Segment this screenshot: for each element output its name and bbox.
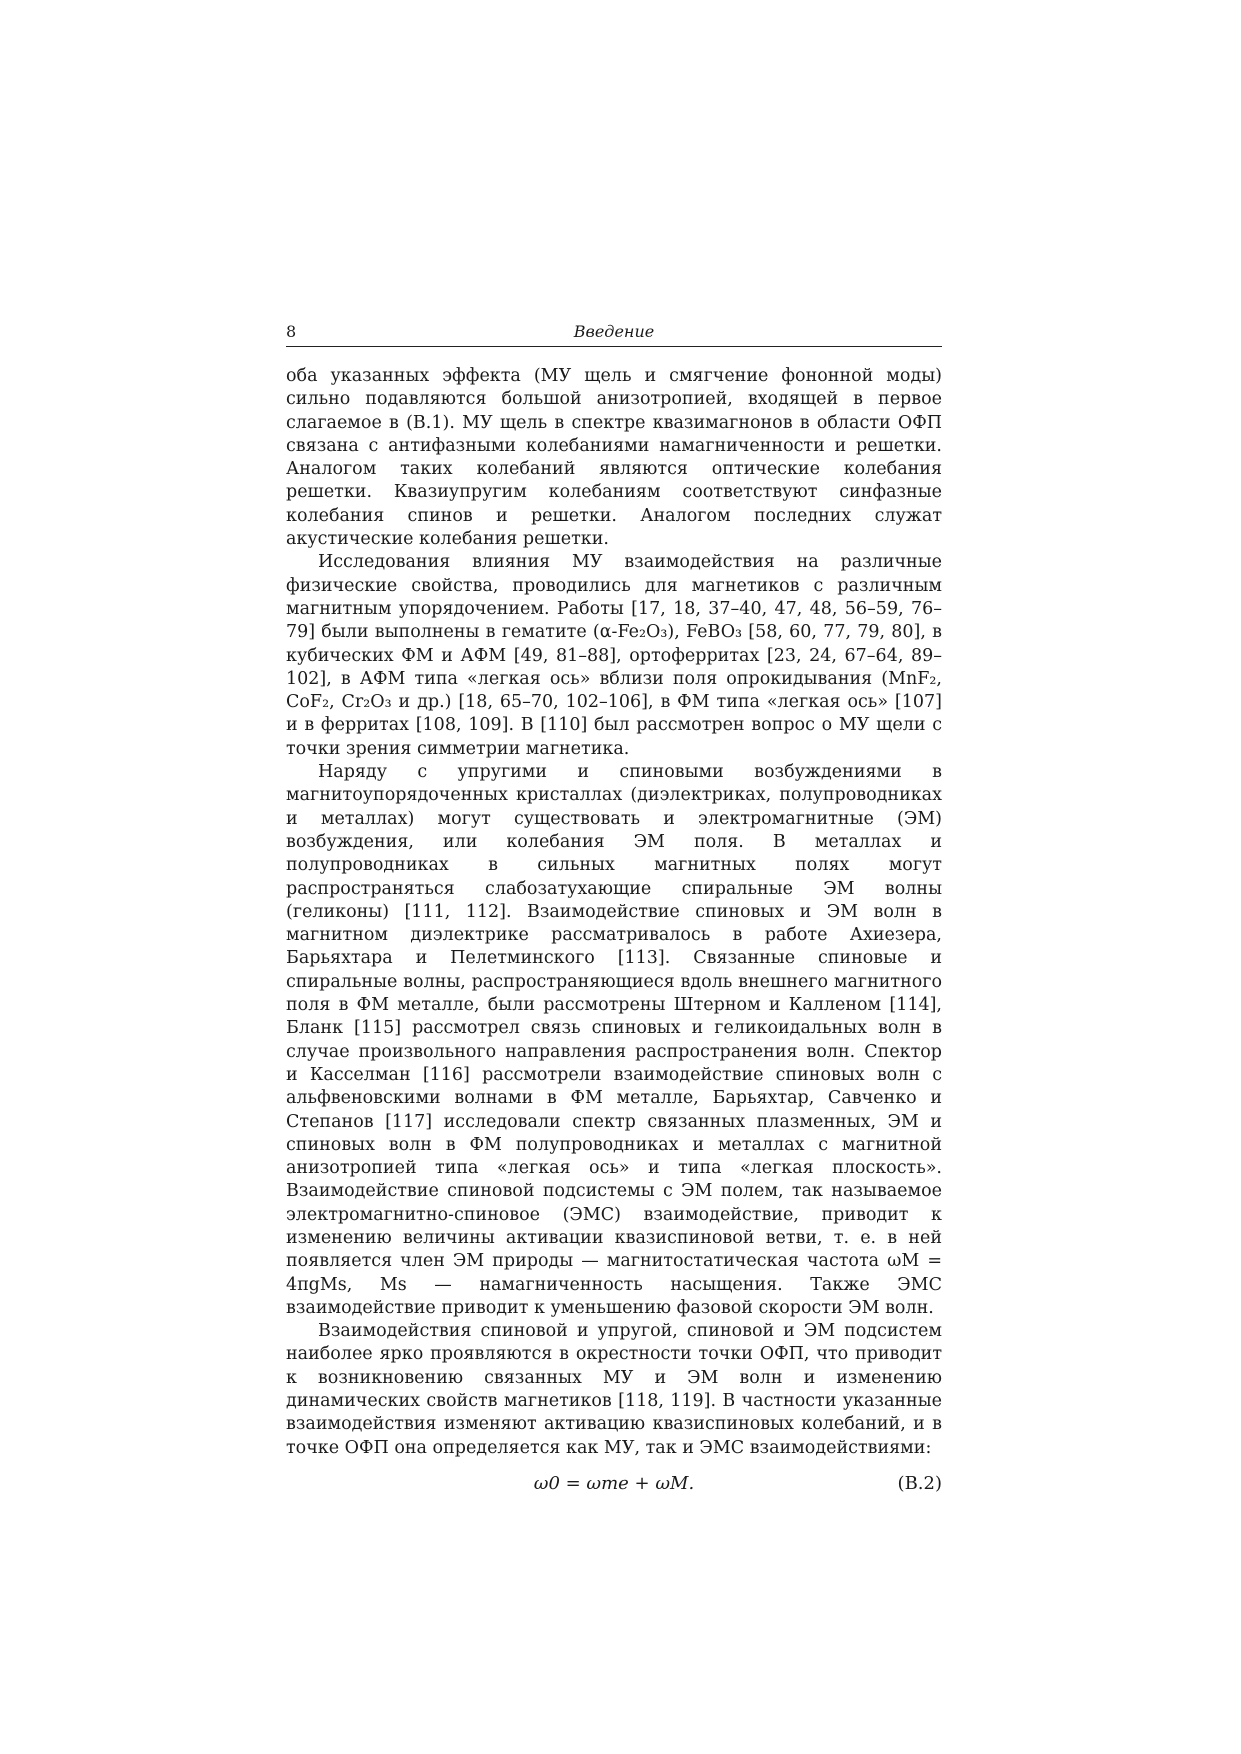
paragraph-3: Наряду с упругими и спиновыми возбуждениями в магнитоупорядоченных кристаллах (диэлектриках, полупроводниках и металлах) могут существовать и электромагнитные (ЭМ) возбуждения, или колебания ЭМ поля. В металлах и полупроводниках в сильных магнитных полях могут распространяться слабозатухающие спиральные ЭМ волны (геликоны) [111, 112]. Взаимодействие спиновых и ЭМ волн в магнитном диэлектрике рассматривалось в работе Ахиезера, Барьяхтара и Пелетминского [113]. Связанные спиновые и спиральные волны, распространяющиеся вдоль внешнего магнитного поля в ФМ металле, были рассмотрены Штерном и Калленом [114], Бланк [115] рассмотрел связь спиновых и геликоидальных волн в случае произвольного направления распространения волн. Спектор и Касселман [116] рассмотрели взаимодействие спиновых волн с альфвеновскими волнами в ФМ металле, Барьяхтар, Савченко и Степанов [117] исследовали спектр связанных плазменных, ЭМ и спиновых волн в ФМ полупроводниках и металлах с магнитной анизотропией типа «легкая ось» и типа «легкая плоскость». Взаимодействие спиновой подсистемы с ЭМ полем, так называемое электромагнитно-спиновое (ЭМС) взаимодействие, приводит к изменению величины активации квазиспиновой ветви, т. е. в ней появляется член ЭМ природы — магнитостатическая частота ωM = 4πgMs, Ms — намагниченность насыщения. Также ЭМС взаимодействие приводит к уменьшению фазовой скорости ЭМ волн. — [286, 762, 942, 1318]
equation-formula: ω0 = ωme + ωM. — [533, 1472, 695, 1494]
chapter-title: Введение — [573, 322, 655, 341]
equation-b2 — [286, 1464, 942, 1504]
body-text — [286, 365, 942, 1504]
equation-number: (В.2) — [897, 1472, 942, 1494]
paragraph-2: Исследования влияния МУ взаимодействия на различные физические свойства, проводились для магнетиков с различным магнитным упорядочением. Работы [17, 18, 37–40, 47, 48, 56–59, 76–79] были выполнены в гематите (α-Fe₂O₃), FeBO₃ [58, 60, 77, 79, 80], в кубических ФМ и АФМ [49, 81–88], ортоферритах [23, 24, 67–64, 89–102], в АФМ типа «легкая ось» вблизи поля опрокидывания (MnF₂, CoF₂, Cr₂O₃ и др.) [18, 65–70, 102–106], в ФМ типа «легкая ось» [107] и в ферритах [108, 109]. В [110] был рассмотрен вопрос о МУ щели с точки зрения симметрии магнетика. — [286, 552, 942, 759]
page-number: 8 — [286, 322, 297, 341]
running-head — [286, 322, 942, 347]
paragraph-1: оба указанных эффекта (МУ щель и смягчение фононной моды) сильно подавляются большой анизотропией, входящей в первое слагаемое в (В.1). МУ щель в спектре квазимагнонов в области ОФП связана с антифазными колебаниями намагниченности и решетки. Аналогом таких колебаний являются оптические колебания решетки. Квазиупругим колебаниям соответствуют синфазные колебания спинов и решетки. Аналогом последних служат акустические колебания решетки. — [286, 366, 942, 550]
paragraph-4: Взаимодействия спиновой и упругой, спиновой и ЭМ подсистем наиболее ярко проявляются в окрестности точки ОФП, что приводит к возникновению связанных МУ и ЭМ волн и изменению динамических свойств магнетиков [118, 119]. В частности указанные взаимодействия изменяют активацию квазиспиновых колебаний, и в точке ОФП она определяется как МУ, так и ЭМС взаимодействиями: — [286, 1321, 942, 1458]
